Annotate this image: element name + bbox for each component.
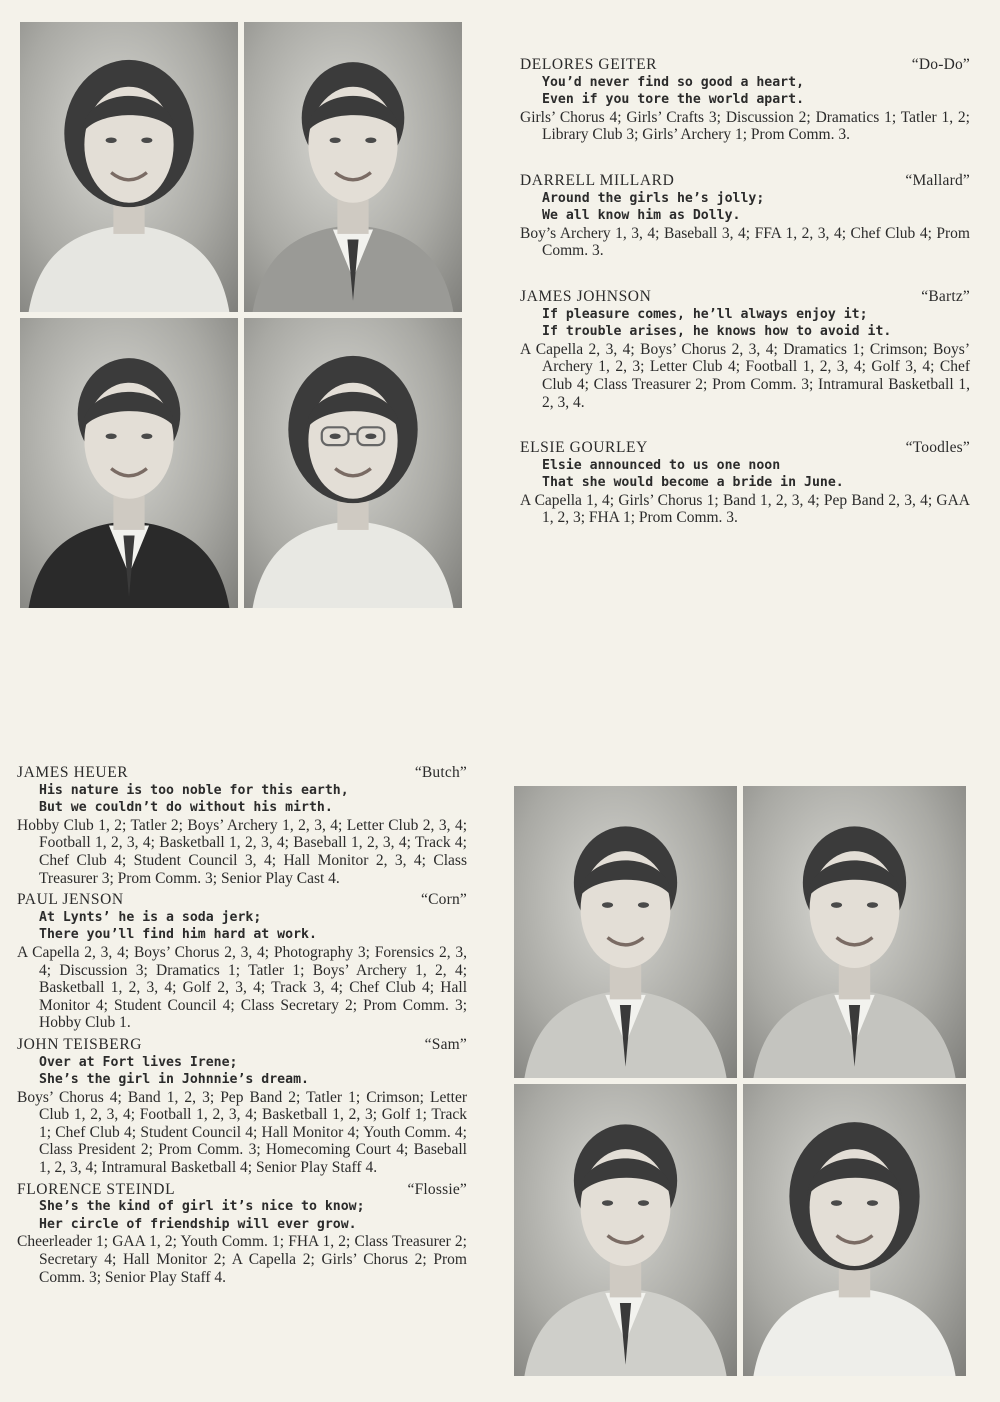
senior-entry — [17, 1181, 467, 1287]
entry-header — [520, 439, 970, 457]
portrait-photo — [244, 22, 462, 312]
portrait-photo — [244, 318, 462, 608]
student-name: JAMES JOHNSON — [520, 287, 652, 305]
student-nickname: “Flossie” — [407, 1180, 467, 1198]
portrait-silhouette — [244, 318, 462, 608]
entry-header — [17, 891, 467, 909]
student-name: ELSIE GOURLEY — [520, 439, 648, 457]
portrait-silhouette — [743, 1084, 966, 1376]
portrait-photo — [743, 1084, 966, 1376]
student-name: DARRELL MILLARD — [520, 171, 675, 189]
entries-top — [520, 56, 970, 555]
verse-line: If pleasure comes, he’ll always enjoy it; — [542, 306, 868, 322]
verse-line: She’s the girl in Johnnie’s dream. — [39, 1072, 309, 1088]
verse-line: Her circle of friendship will ever grow. — [39, 1216, 357, 1232]
portrait-silhouette — [514, 1084, 737, 1376]
student-nickname: “Bartz” — [921, 287, 970, 305]
senior-entry — [520, 288, 970, 411]
student-name: JAMES HEUER — [17, 764, 129, 781]
portrait-silhouette — [743, 786, 966, 1078]
student-nickname: “Mallard” — [905, 171, 970, 189]
photo-grid-top — [20, 22, 462, 608]
verse-line: Around the girls he’s jolly; — [542, 190, 765, 206]
verse-line: She’s the kind of girl it’s nice to know; — [39, 1199, 365, 1215]
student-nickname: “Do-Do” — [911, 56, 970, 73]
activities-text: Girls’ Chorus 4; Girls’ Crafts 3; Discussion 2; Dramatics 1; Tatler 1, 2; Library Club 3; Girls’ Archery 1; Prom Comm. 3. — [520, 108, 970, 144]
activities-text: Boys’ Chorus 4; Band 1, 2, 3; Pep Band 2; Tatler 1; Crimson; Letter Club 1, 2, 3, 4; Football 1, 2, 3, 4; Basketball 1, 2, 3; Golf 1; Track 1; Chef Club 4; Student Council 4; Hall Monitor 4; Youth Comm. 4; Class President 2; Prom Comm. 3; Homecoming Court 4; Baseball 1, 2, 3, 4; Intramural Basketball 4; Senior Play Staff 4. — [17, 1088, 467, 1177]
verse-line: Over at Fort lives Irene; — [39, 1054, 238, 1070]
student-name: PAUL JENSON — [17, 891, 124, 909]
portrait-silhouette — [20, 22, 238, 312]
portrait-photo — [743, 786, 966, 1078]
entry-header — [520, 288, 970, 306]
portrait-photo — [514, 786, 737, 1078]
portrait-photo — [514, 1084, 737, 1376]
verse-line: If trouble arises, he knows how to avoid it. — [542, 324, 892, 340]
senior-entry — [520, 172, 970, 260]
entry-header — [520, 172, 970, 190]
portrait-silhouette — [244, 22, 462, 312]
entry-header — [17, 1181, 467, 1199]
verse-line: At Lynts’ he is a soda jerk; — [39, 909, 262, 925]
student-nickname: “Corn” — [421, 891, 467, 909]
verse-line: There you’ll find him hard at work. — [39, 927, 317, 943]
activities-text: Hobby Club 1, 2; Tatler 2; Boys’ Archery 1, 2, 3, 4; Letter Club 2, 3, 4; Football 1, 2, 3, 4; Basketball 1, 2, 3, 4; Baseball 1, 2, 3, 4; Track 4; Chef Club 4; Student Council 3, 4; Hall Monitor 2, 3, 4; Class Treasurer 3; Prom Comm. 3; Senior Play Cast 4. — [17, 816, 467, 887]
senior-entry — [520, 56, 970, 144]
student-nickname: “Butch” — [414, 764, 467, 781]
portrait-silhouette — [514, 786, 737, 1078]
verse-line: We all know him as Dolly. — [542, 208, 741, 224]
activities-text: Boy’s Archery 1, 3, 4; Baseball 3, 4; FFA 1, 2, 3, 4; Chef Club 4; Prom Comm. 3. — [520, 224, 970, 260]
student-name: JOHN TEISBERG — [17, 1035, 143, 1053]
portrait-photo — [20, 318, 238, 608]
student-name: DELORES GEITER — [520, 56, 658, 73]
entry-header — [17, 1036, 467, 1054]
activities-text: Cheerleader 1; GAA 1, 2; Youth Comm. 1; FHA 1, 2; Class Treasurer 2; Secretary 4; Hall Monitor 2; A Capella 2; Girls’ Chorus 2; Prom Comm. 3; Senior Play Staff 4. — [17, 1233, 467, 1286]
entry-header — [17, 764, 467, 782]
verse-line: That she would become a bride in June. — [542, 475, 844, 491]
student-nickname: “Sam” — [424, 1035, 467, 1053]
portrait-photo — [20, 22, 238, 312]
senior-entry — [17, 891, 467, 1032]
entries-bottom — [17, 764, 467, 1290]
verse-line: You’d never find so good a heart, — [542, 74, 805, 90]
activities-text: A Capella 1, 4; Girls’ Chorus 1; Band 1, 2, 3, 4; Pep Band 2, 3, 4; GAA 1, 2, 3; FHA 1; Prom Comm. 3. — [520, 491, 970, 527]
verse-line: Elsie announced to us one noon — [542, 457, 781, 473]
student-name: FLORENCE STEINDL — [17, 1180, 176, 1198]
student-nickname: “Toodles” — [905, 439, 970, 457]
entry-header — [520, 56, 970, 74]
senior-entry — [17, 1036, 467, 1177]
photo-grid-bottom — [514, 786, 966, 1376]
portrait-silhouette — [20, 318, 238, 608]
activities-text: A Capella 2, 3, 4; Boys’ Chorus 2, 3, 4; Dramatics 1; Crimson; Boys’ Archery 1, 2, 3; Letter Club 4; Football 1, 2, 3, 4; Golf 3, 4; Chef Club 4; Class Treasurer 2; Prom Comm. 3; Intramural Basketball 1, 2, 3, 4. — [520, 340, 970, 411]
verse-line: His nature is too noble for this earth, — [39, 782, 349, 798]
verse-line: But we couldn’t do without his mirth. — [39, 800, 333, 816]
senior-entry — [17, 764, 467, 887]
senior-entry — [520, 439, 970, 527]
activities-text: A Capella 2, 3, 4; Boys’ Chorus 2, 3, 4; Photography 3; Forensics 2, 3, 4; Discussion 3; Dramatics 1; Tatler 1; Boys’ Archery 1, 2, 4; Basketball 1, 2, 3, 4; Golf 2, 3, 4; Track 3, 4; Chef Club 4; Hall Monitor 4; Student Council 4; Class Secretary 2; Prom Comm. 3; Hobby Club 1. — [17, 943, 467, 1032]
verse-line: Even if you tore the world apart. — [542, 92, 805, 108]
